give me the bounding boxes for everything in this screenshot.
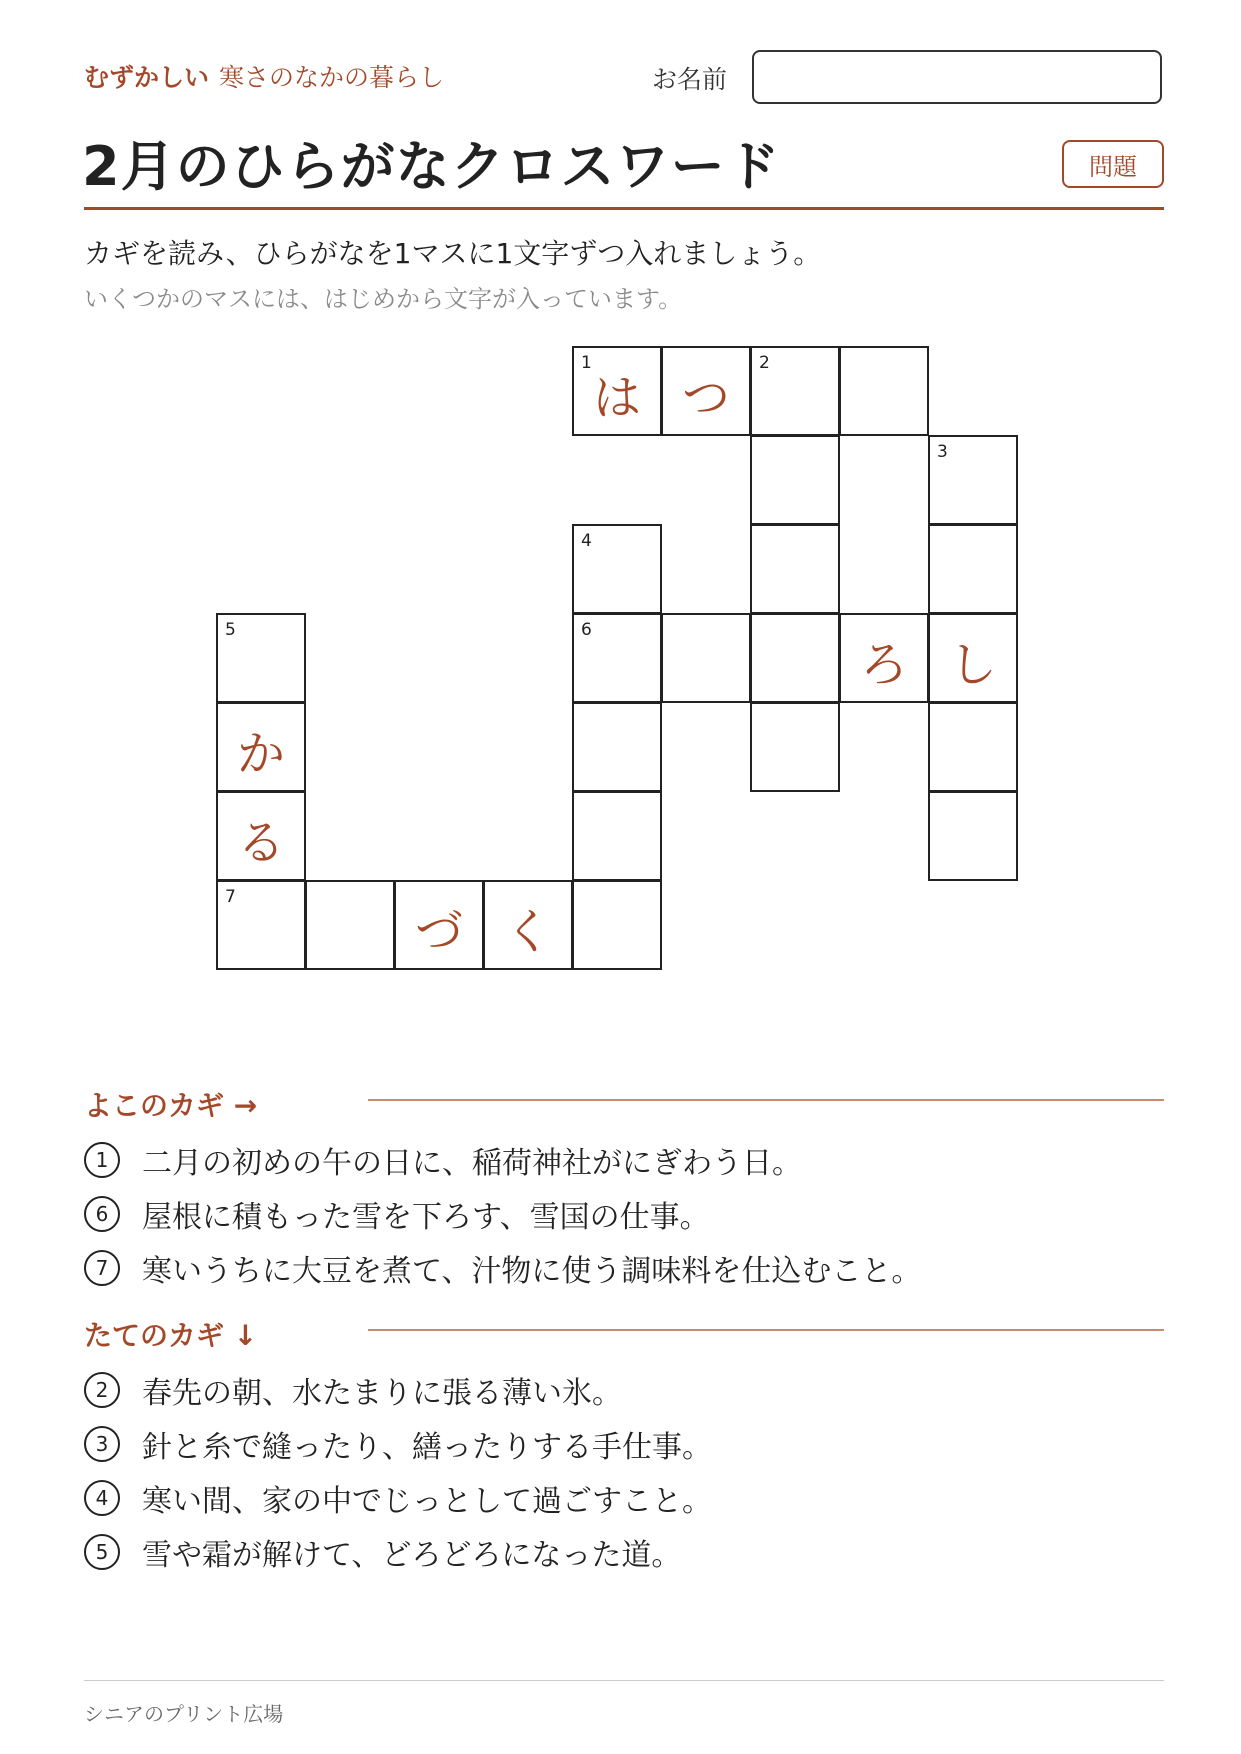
grid-cell[interactable] <box>483 880 573 970</box>
difficulty-level <box>84 58 444 94</box>
grid-cell[interactable] <box>928 435 1018 525</box>
grid-cell[interactable] <box>661 346 751 436</box>
clue-number: 3 <box>84 1426 120 1462</box>
footer-divider <box>84 1680 1164 1681</box>
clue-down-5 <box>84 1530 681 1574</box>
clue-across-1 <box>84 1138 802 1182</box>
clue-number: 2 <box>84 1372 120 1408</box>
cell-number: 4 <box>581 531 592 551</box>
instruction-main: カギを読み、ひらがなを1マスに1文字ずつ入れましょう。 <box>84 237 822 270</box>
grid-cell[interactable] <box>750 346 840 436</box>
instruction-sub: いくつかのマスには、はじめから文字が入っています。 <box>84 285 683 313</box>
grid-cell[interactable] <box>928 613 1018 703</box>
grid-cell[interactable] <box>750 613 840 703</box>
grid-cell[interactable] <box>216 791 306 881</box>
grid-cell[interactable] <box>750 524 840 614</box>
clue-text: 針と糸で縫ったり、繕ったりする手仕事。 <box>142 1430 712 1465</box>
grid-cell[interactable] <box>928 702 1018 792</box>
down-divider <box>368 1329 1164 1331</box>
grid-cell[interactable] <box>394 880 484 970</box>
cell-given-letter: か <box>236 725 285 782</box>
cell-given-letter: つ <box>681 369 730 426</box>
grid-cell[interactable] <box>572 524 662 614</box>
clue-across-7 <box>84 1246 921 1290</box>
clue-text: 雪や霜が解けて、どろどろになった道。 <box>142 1538 682 1573</box>
cell-number: 5 <box>225 620 236 640</box>
across-divider <box>368 1099 1164 1101</box>
cell-given-letter: ろ <box>859 636 908 693</box>
across-heading: よこのカギ → <box>84 1089 258 1122</box>
clue-text: 屋根に積もった雪を下ろす、雪国の仕事。 <box>142 1200 710 1235</box>
cell-given-letter: は <box>592 369 641 426</box>
clue-number: 7 <box>84 1250 120 1286</box>
clue-number: 4 <box>84 1480 120 1516</box>
clue-across-6 <box>84 1192 710 1236</box>
title-divider <box>84 207 1164 210</box>
cell-given-letter: る <box>236 814 285 871</box>
cell-number: 7 <box>225 887 236 907</box>
clue-down-2 <box>84 1368 622 1412</box>
grid-cell[interactable] <box>928 524 1018 614</box>
cell-number: 6 <box>581 620 592 640</box>
grid-cell[interactable] <box>839 346 929 436</box>
clue-down-3 <box>84 1422 712 1466</box>
grid-cell[interactable] <box>572 346 662 436</box>
grid-cell[interactable] <box>572 702 662 792</box>
grid-cell[interactable] <box>572 613 662 703</box>
grid-cell[interactable] <box>661 613 751 703</box>
grid-cell[interactable] <box>839 613 929 703</box>
grid-cell[interactable] <box>216 613 306 703</box>
grid-cell[interactable] <box>216 702 306 792</box>
grid-cell[interactable] <box>750 435 840 525</box>
grid-cell[interactable] <box>216 880 306 970</box>
clue-down-4 <box>84 1476 712 1520</box>
theme-label: 寒さのなかの暮らし <box>219 63 445 92</box>
clue-text: 寒い間、家の中でじっとして過ごすこと。 <box>142 1484 712 1519</box>
cell-given-letter: く <box>503 903 552 960</box>
grid-cell[interactable] <box>928 791 1018 881</box>
clue-number: 6 <box>84 1196 120 1232</box>
cell-number: 3 <box>937 442 948 462</box>
name-label: お名前 <box>652 65 728 94</box>
level-label: むずかしい <box>84 63 210 92</box>
down-heading: たてのカギ ↓ <box>84 1319 258 1352</box>
grid-cell[interactable] <box>750 702 840 792</box>
clue-text: 二月の初めの午の日に、稲荷神社がにぎわう日。 <box>142 1146 802 1181</box>
grid-cell[interactable] <box>305 880 395 970</box>
clue-text: 寒いうちに大豆を煮て、汁物に使う調味料を仕込むこと。 <box>142 1254 922 1289</box>
clue-number: 1 <box>84 1142 120 1178</box>
cell-number: 2 <box>759 353 770 373</box>
grid-cell[interactable] <box>572 791 662 881</box>
page-title: 2月のひらがなクロスワード <box>82 135 781 198</box>
cell-given-letter: し <box>948 636 997 693</box>
clue-number: 5 <box>84 1534 120 1570</box>
cell-number: 1 <box>581 353 592 373</box>
name-field[interactable] <box>752 50 1162 104</box>
grid-cell[interactable] <box>572 880 662 970</box>
cell-given-letter: づ <box>414 903 463 960</box>
problem-badge: 問題 <box>1062 140 1164 188</box>
clue-text: 春先の朝、水たまりに張る薄い氷。 <box>142 1376 622 1411</box>
footer-credit: シニアのプリント広場 <box>84 1702 284 1726</box>
